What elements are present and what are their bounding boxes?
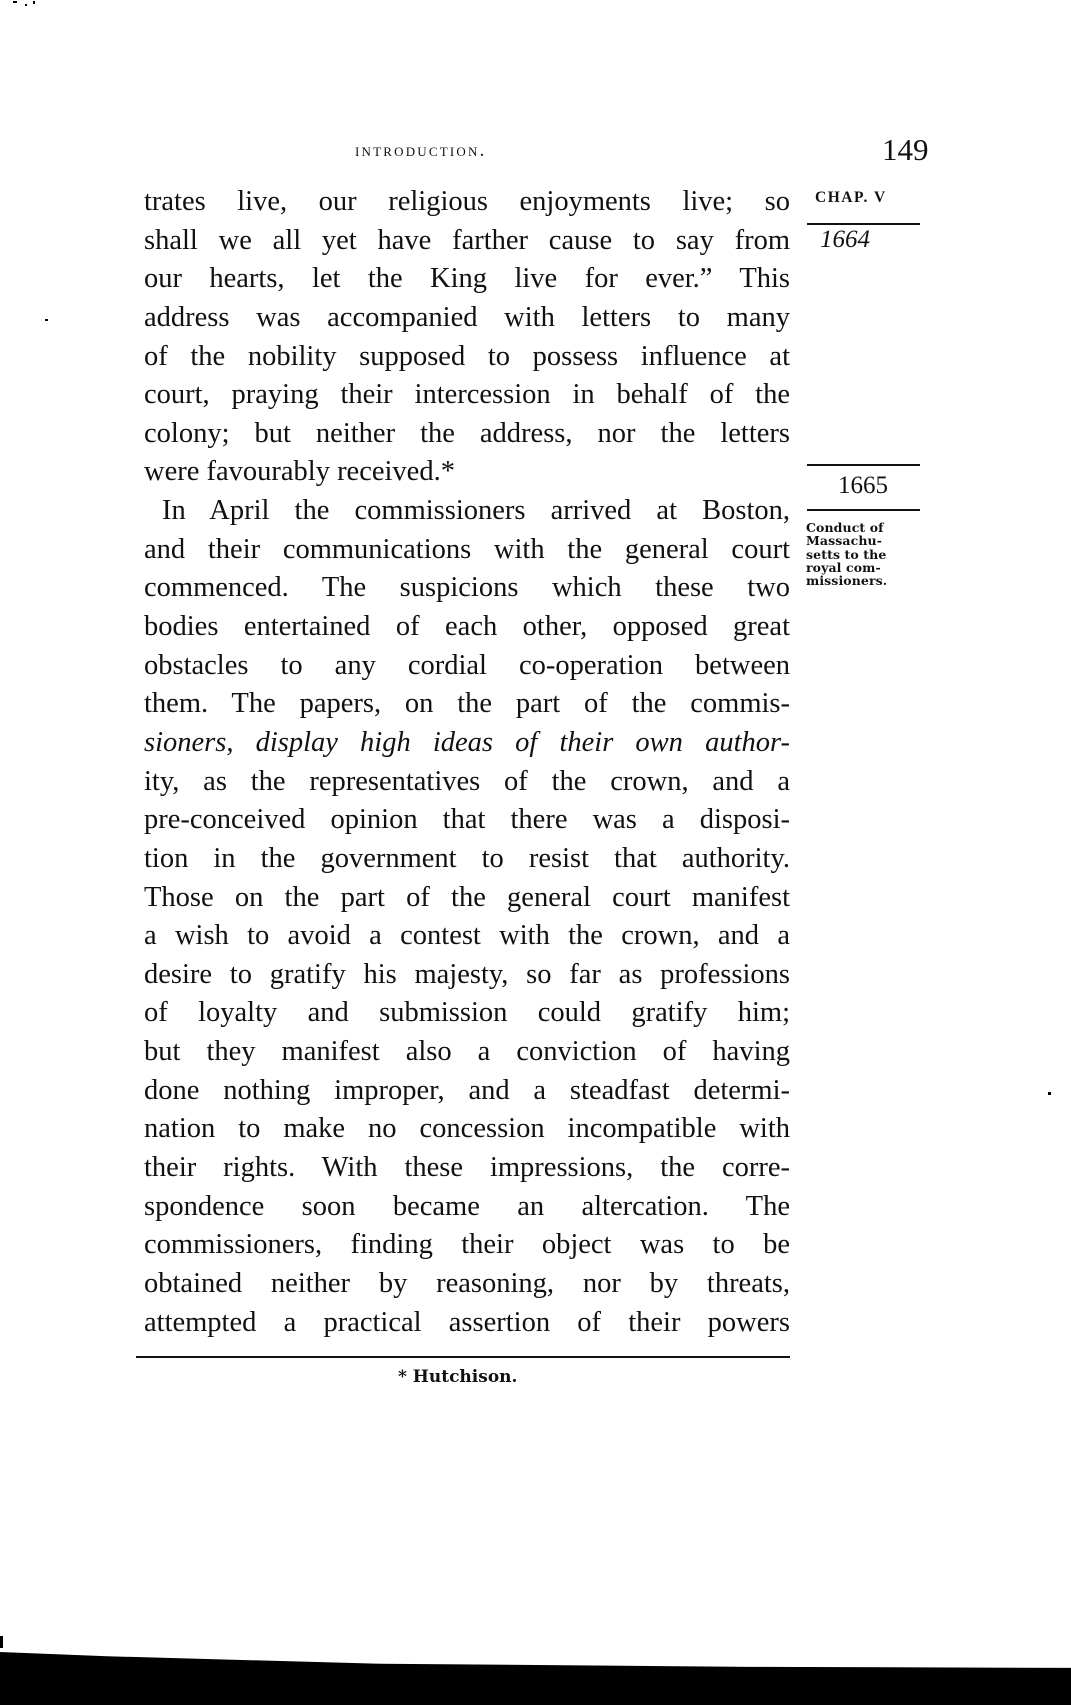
scan-speck xyxy=(13,1,17,3)
text-line: of the nobility supposed to possess influence at xyxy=(144,340,790,372)
text-line: of loyalty and submission could gratify him; xyxy=(144,997,790,1029)
scan-edge-bar xyxy=(0,1652,1071,1705)
page-number: 149 xyxy=(882,132,929,167)
body-text xyxy=(144,183,790,1342)
text-line: Those on the part of the general court manifest xyxy=(144,881,790,913)
footnote: * Hutchison. xyxy=(398,1367,518,1387)
text-line: a wish to avoid a contest with the crown, and a xyxy=(144,920,790,952)
scan-speck xyxy=(33,1,35,4)
margin-year-1664: 1664 xyxy=(820,226,870,253)
footnote-rule xyxy=(136,1356,790,1358)
margin-rule xyxy=(807,223,920,225)
text-line: obstacles to any cordial co-operation between xyxy=(144,649,790,681)
margin-rule xyxy=(807,509,920,511)
sidenote-line: Massachu- xyxy=(806,533,882,549)
text-line: were favourably received.* xyxy=(144,456,455,488)
text-line: spondence soon became an altercation. The xyxy=(144,1190,790,1222)
text-line: ity, as the representatives of the crown, and a xyxy=(144,765,790,797)
text-line: nation to make no concession incompatible with xyxy=(144,1113,790,1145)
sidenote-line: Conduct of xyxy=(806,520,884,535)
text-line: address was accompanied with letters to many xyxy=(144,301,790,333)
text-line: tion in the government to resist that authority. xyxy=(144,842,790,874)
text-line: commenced. The suspicions which these two xyxy=(144,572,790,604)
text-line: but they manifest also a conviction of having xyxy=(144,1036,790,1068)
text-line: attempted a practical assertion of their powers xyxy=(144,1306,790,1338)
text-line: obtained neither by reasoning, nor by threats, xyxy=(144,1267,790,1299)
sidenote-line: missioners. xyxy=(806,573,888,589)
text-line: their rights. With these impressions, the corre- xyxy=(144,1152,790,1184)
text-line: court, praying their intercession in behalf of the xyxy=(144,379,790,411)
text-line: trates live, our religious enjoyments live; so xyxy=(144,186,790,217)
text-line: shall we all yet have farther cause to say from xyxy=(144,224,790,256)
text-line: pre-conceived opinion that there was a disposi- xyxy=(144,804,790,836)
margin-rule xyxy=(807,464,920,466)
scan-speck xyxy=(0,1636,3,1648)
text-line: them. The papers, on the part of the commis- xyxy=(144,688,790,720)
margin-year-1665: 1665 xyxy=(838,472,888,499)
text-line: and their communications with the general court xyxy=(144,533,790,565)
scan-speck xyxy=(25,4,27,6)
sidenote-line: setts to the xyxy=(806,546,887,562)
text-line: desire to gratify his majesty, so far as professions xyxy=(144,958,790,990)
text-line: commissioners, finding their object was to be xyxy=(144,1229,790,1261)
paragraph-start-line: In April the commissioners arrived at Boston, xyxy=(162,495,790,527)
text-line: done nothing improper, and a steadfast determi- xyxy=(144,1074,790,1106)
text-line: our hearts, let the King live for ever.” This xyxy=(144,263,790,295)
chapter-label: CHAP. V xyxy=(815,189,887,206)
scan-speck xyxy=(1048,1092,1051,1095)
text-line: colony; but neither the address, nor the letters xyxy=(144,417,790,449)
text-line: sioners, display high ideas of their own author- xyxy=(144,726,790,758)
sidenote-line: royal com- xyxy=(806,559,881,575)
text-line: bodies entertained of each other, opposed great xyxy=(144,611,790,643)
running-head: introduction. xyxy=(355,140,487,161)
scan-speck xyxy=(45,319,48,321)
sidenote xyxy=(806,521,916,587)
